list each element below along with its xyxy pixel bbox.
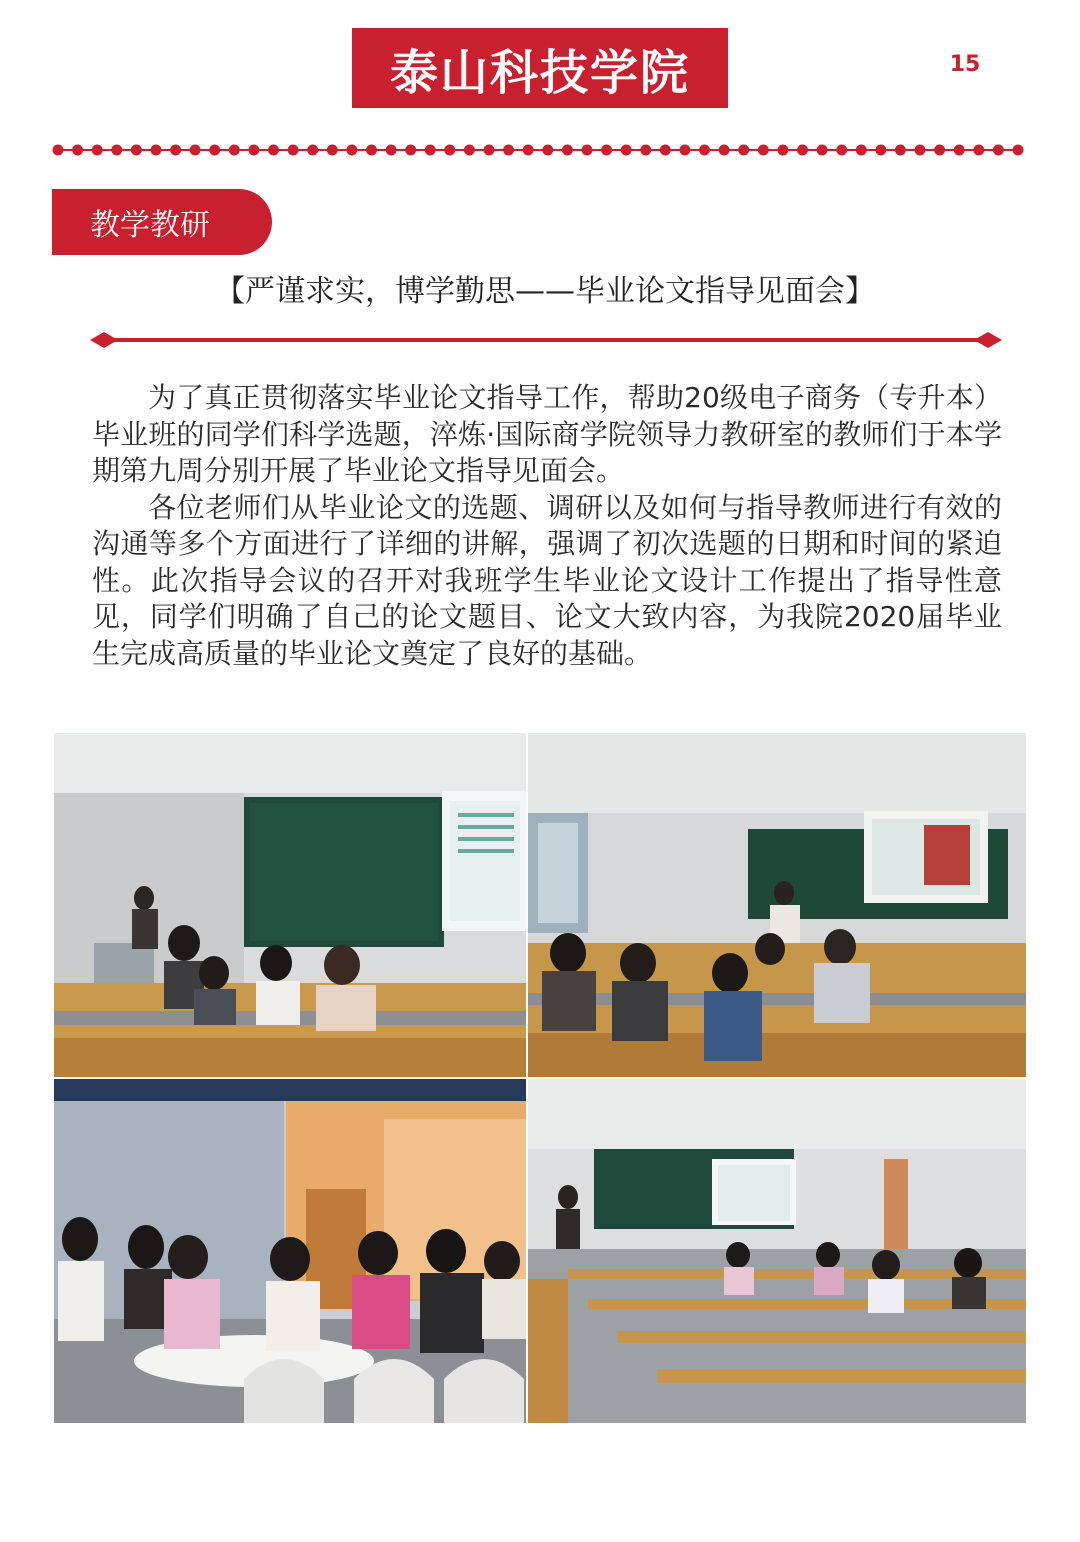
divider-dot	[758, 145, 769, 156]
divider-dot	[542, 145, 553, 156]
article-body	[92, 380, 1002, 672]
divider-dot	[229, 145, 240, 156]
divider-dot	[621, 145, 632, 156]
section-tab	[52, 189, 272, 255]
divider-dot	[92, 145, 103, 156]
divider-dot	[660, 145, 671, 156]
divider-dot	[72, 145, 83, 156]
divider-dot	[699, 145, 710, 156]
divider-dot	[934, 145, 945, 156]
divider-dot	[1013, 145, 1024, 156]
divider-dot	[679, 145, 690, 156]
divider-dot	[777, 145, 788, 156]
divider-dot	[464, 145, 475, 156]
divider-dot	[405, 145, 416, 156]
article-paragraph: 各位老师们从毕业论文的选题、调研以及如何与指导教师进行有效的沟通等多个方面进行了详细的讲解，强调了初次选题的日期和时间的紧迫性。此次指导会议的召开对我班学生毕业论文设计工作提出了指导性意见，同学们明确了自己的论文题目、论文大致内容，为我院2020届毕业生完成高质量的毕业论文奠定了良好的基础。	[92, 490, 1002, 670]
page-number: 15	[949, 52, 981, 77]
divider-dot	[307, 145, 318, 156]
divider-dot	[209, 145, 220, 156]
title-divider	[90, 328, 1002, 352]
divider-dot	[582, 145, 593, 156]
divider-dot	[327, 145, 338, 156]
divider-dot	[346, 145, 357, 156]
divider-dot	[425, 145, 436, 156]
divider-dot	[366, 145, 377, 156]
section-tab-label: 教学教研	[90, 208, 210, 243]
divider-dot	[131, 145, 142, 156]
divider-dot	[562, 145, 573, 156]
divider-dot	[875, 145, 886, 156]
divider-dot	[111, 145, 122, 156]
article-paragraph: 为了真正贯彻落实毕业论文指导工作，帮助20级电子商务（专升本）毕业班的同学们科学选题，淬炼·国际商学院领导力教研室的教师们于本学期第九周分别开展了毕业论文指导见面会。	[92, 381, 1002, 487]
classroom-photo	[528, 733, 1026, 1077]
dotted-divider	[50, 140, 1026, 160]
divider-dot	[601, 145, 612, 156]
article-title: 【严谨求实，博学勤思——毕业论文指导见面会】	[215, 274, 875, 309]
classroom-photo	[54, 1079, 526, 1423]
divider-dot	[53, 145, 64, 156]
school-name: 泰山科技学院	[389, 44, 690, 101]
divider-dot	[915, 145, 926, 156]
divider-dot	[895, 145, 906, 156]
school-name-banner	[352, 28, 728, 108]
divider-dot	[386, 145, 397, 156]
divider-dot	[484, 145, 495, 156]
divider-dot	[170, 145, 181, 156]
divider-dot	[856, 145, 867, 156]
classroom-photo	[54, 733, 526, 1077]
divider-dot	[973, 145, 984, 156]
divider-dot	[836, 145, 847, 156]
divider-dot	[523, 145, 534, 156]
divider-dot	[738, 145, 749, 156]
divider-dot	[797, 145, 808, 156]
photo-grid	[54, 733, 1026, 1423]
divider-dot	[640, 145, 651, 156]
divider-dot	[268, 145, 279, 156]
divider-dot	[444, 145, 455, 156]
divider-dot	[719, 145, 730, 156]
divider-dot	[817, 145, 828, 156]
divider-dot	[151, 145, 162, 156]
divider-dot	[190, 145, 201, 156]
divider-dot	[288, 145, 299, 156]
divider-dot	[993, 145, 1004, 156]
divider-dot	[954, 145, 965, 156]
classroom-photo	[528, 1079, 1026, 1423]
divider-dot	[503, 145, 514, 156]
divider-dot	[248, 145, 259, 156]
